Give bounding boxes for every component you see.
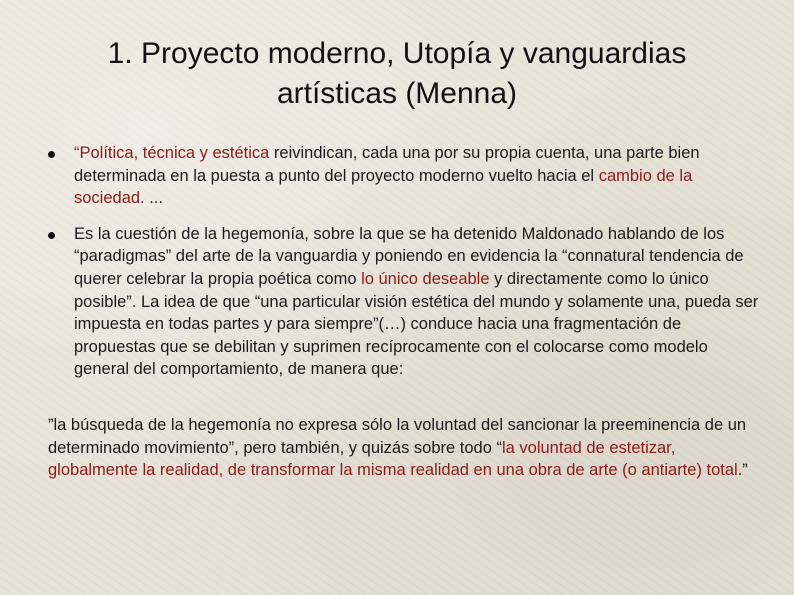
body-text: ”la búsqueda de la hegemonía no expresa sólo la voluntad del sancionar la preeminencia de un determinado movimiento”, pero también, y quizás sobre todo “ [48, 416, 747, 457]
body-text: Es la cuestión de la hegemonía, sobre la que se ha detenido Maldonado hablando de los “paradigmas” del arte de la vanguardia y poniendo en evidencia la “connatural tendencia de querer celebrar la propia poética como [74, 224, 744, 288]
bullet-dot-icon [48, 151, 55, 158]
highlight-text: cambio de la sociedad. [74, 166, 693, 208]
bullet-text [74, 144, 700, 207]
highlight-text: “Política, técnica y estética [74, 144, 270, 162]
body-text: ... [144, 189, 163, 208]
title-line-2: artísticas (Menna) [276, 77, 518, 110]
quote-paragraph [48, 414, 766, 482]
bullet-text [74, 225, 758, 379]
bullet-dot-icon [48, 232, 55, 239]
body-text: .” [737, 461, 748, 480]
bullet-item-hegemonia [48, 223, 766, 381]
body-text: y directamente como lo único posible”. La idea de que “una particular visión estética del mundo y solamente una, pueda ser impuesta en todas partes y para siempre”(…) conduce hacia una fragmentación de propuestas que se debilitan y suprimen recíprocamente con el colocarse como modelo general del comportamiento, de manera que: [74, 269, 759, 379]
bullet-list [48, 142, 766, 394]
bullet-item-politica [48, 142, 766, 210]
title-line-1: 1. Proyecto moderno, Utopía y vanguardias [107, 37, 687, 70]
highlight-text: la voluntad de estetizar, globalmente la realidad, de transformar la misma realidad en una obra de arte (o antiarte) total [48, 438, 738, 480]
page-title [40, 34, 754, 114]
body-text: reivindican, cada una por su propia cuenta, una parte bien determinada en la puesta a punto del proyecto moderno vuelto hacia el [74, 144, 700, 185]
highlight-text: lo único deseable [361, 269, 490, 288]
